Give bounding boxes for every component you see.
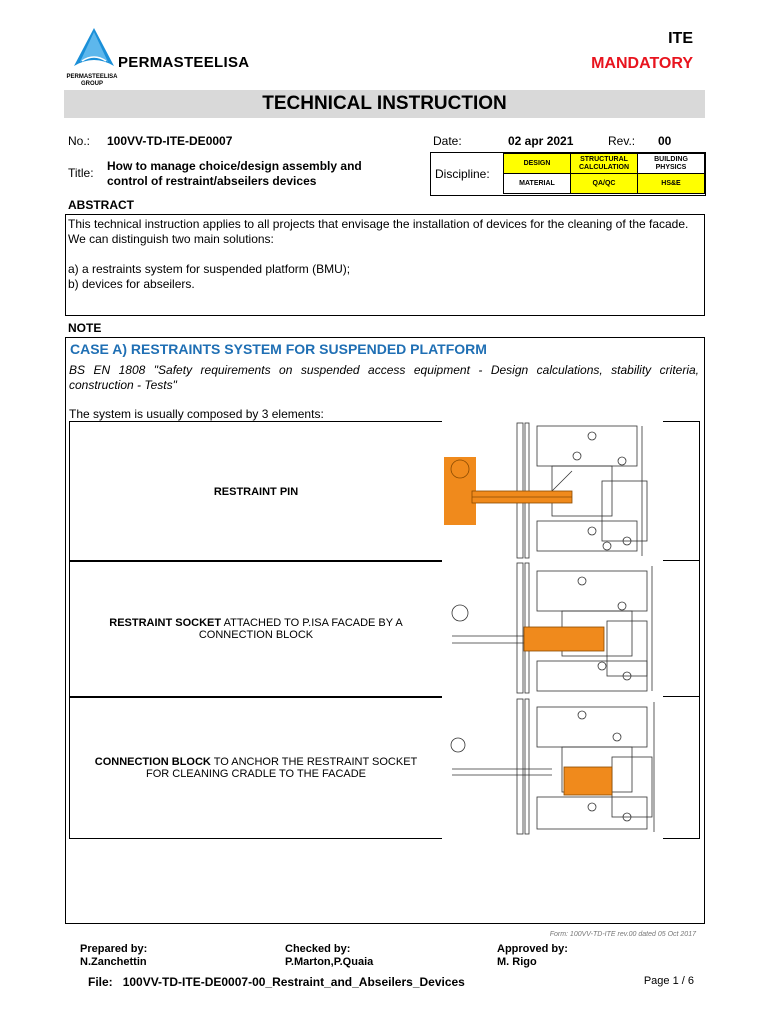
element-3-bold: CONNECTION BLOCK xyxy=(94,755,211,768)
rev-value: 00 xyxy=(658,134,672,148)
element-connection-block xyxy=(69,696,442,839)
date-label: Date: xyxy=(433,134,462,148)
ite-label: ITE xyxy=(668,30,693,47)
discipline-structural-calculation: STRUCTURAL CALCULATION xyxy=(571,154,638,174)
element-1-bold: RESTRAINT PIN xyxy=(213,485,299,498)
standard-reference: BS EN 1808 "Safety requirements on suspended access equipment - Design calculations, stability criteria, construction - Tests" xyxy=(69,363,699,392)
abstract-line-2: We can distinguish two main solutions: xyxy=(68,232,274,246)
restraint-socket-drawing xyxy=(442,561,664,700)
discipline-design: DESIGN xyxy=(504,154,571,174)
element-3-rest: TO ANCHOR THE RESTRAINT SOCKET FOR CLEANING CRADLE TO THE FACADE xyxy=(145,755,418,780)
checked-label: Checked by: xyxy=(285,943,351,955)
approved-by xyxy=(497,943,568,969)
company-logo xyxy=(70,26,118,72)
case-title: CASE A) RESTRAINTS SYSTEM FOR SUSPENDED PLATFORM xyxy=(70,341,487,357)
file-label: File: xyxy=(88,975,113,989)
title-line-2: control of restraint/abseilers devices xyxy=(107,174,317,188)
element-restraint-socket xyxy=(69,560,442,698)
approved-label: Approved by: xyxy=(497,943,568,955)
form-note: Form: 100VV-TD-ITE rev.00 dated 05 Oct 2017 xyxy=(549,931,696,938)
element-restraint-pin xyxy=(69,421,442,562)
company-group: PERMASTEELISA GROUP xyxy=(66,74,118,87)
title-bar xyxy=(64,90,705,118)
abstract-line-3: a) a restraints system for suspended platform (BMU); xyxy=(68,262,351,276)
prepared-label: Prepared by: xyxy=(80,943,148,955)
element-right-border xyxy=(663,421,700,839)
connection-block-drawing xyxy=(442,697,664,841)
discipline-table xyxy=(503,153,705,194)
rev-label: Rev.: xyxy=(608,134,636,148)
page-title: TECHNICAL INSTRUCTION xyxy=(262,93,507,114)
composed-text: The system is usually composed by 3 elements: xyxy=(69,407,324,421)
title-label: Title: xyxy=(68,166,94,180)
discipline-qa-qc: QA/QC xyxy=(571,174,638,194)
discipline-material: MATERIAL xyxy=(504,174,571,194)
company-name: PERMASTEELISA xyxy=(118,54,250,71)
file-name: 100VV-TD-ITE-DE0007-00_Restraint_and_Abseilers_Devices xyxy=(122,975,465,989)
mandatory-label: MANDATORY xyxy=(591,55,693,72)
discipline-box xyxy=(430,152,706,196)
approved-name: M. Rigo xyxy=(497,956,537,968)
title-line-1: How to manage choice/design assembly and xyxy=(107,159,362,173)
abstract-heading: ABSTRACT xyxy=(68,198,134,212)
no-label: No.: xyxy=(68,134,91,148)
abstract-line-1: This technical instruction applies to all projects that envisage the installation of devices for the cleaning of the facade. xyxy=(68,217,689,231)
doc-number: 100VV-TD-ITE-DE0007 xyxy=(107,134,233,148)
prepared-name: N.Zanchettin xyxy=(80,956,147,968)
row-divider-2 xyxy=(663,696,699,697)
abstract-text xyxy=(68,217,700,292)
note-heading: NOTE xyxy=(68,321,102,335)
discipline-hse: HS&E xyxy=(638,174,705,194)
prepared-by xyxy=(80,943,147,969)
element-2-bold: RESTRAINT SOCKET xyxy=(109,617,222,629)
element-2-rest: ATTACHED TO P.ISA FACADE BY A CONNECTION BLOCK xyxy=(198,617,403,641)
checked-name: P.Marton,P.Quaia xyxy=(285,956,374,968)
row-divider-1 xyxy=(663,560,699,561)
abstract-line-4: b) devices for abseilers. xyxy=(68,277,195,291)
page-number: Page 1 / 6 xyxy=(643,975,694,987)
file-line xyxy=(88,975,465,989)
discipline-label: Discipline: xyxy=(435,167,490,181)
checked-by xyxy=(285,943,373,969)
discipline-building-physics: BUILDING PHYSICS xyxy=(638,154,705,174)
date-value: 02 apr 2021 xyxy=(508,134,574,148)
restraint-pin-drawing xyxy=(442,421,664,565)
